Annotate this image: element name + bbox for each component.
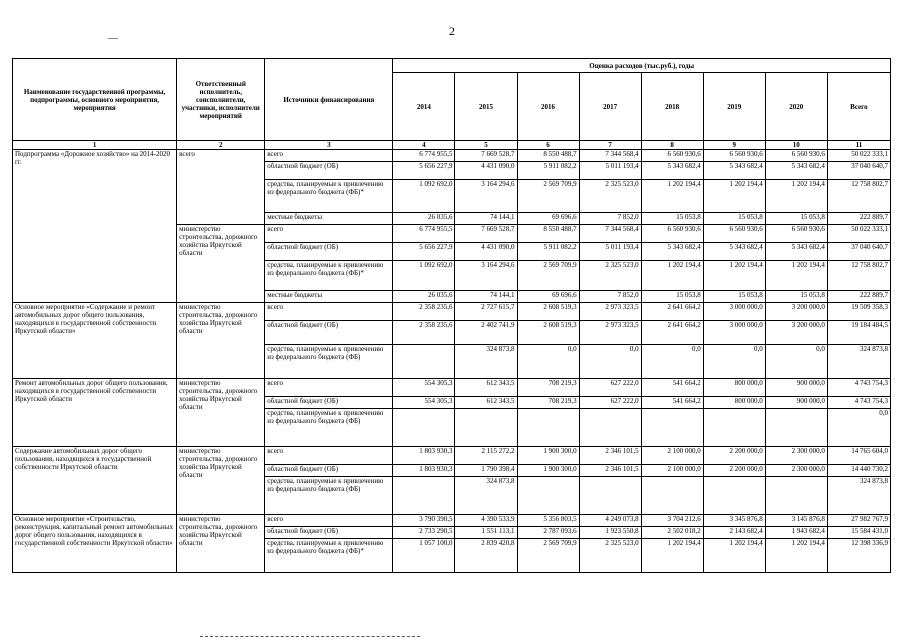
col-number: 9 <box>703 141 765 150</box>
year-value-cell: 7 669 528,7 <box>455 150 517 162</box>
year-value-cell: 5 656 227,9 <box>393 162 455 180</box>
year-value-cell: 0,0 <box>765 345 827 379</box>
col-number: 8 <box>641 141 703 150</box>
year-value-cell: 612 343,5 <box>455 397 517 409</box>
total-value-cell: 4 743 754,3 <box>827 379 890 397</box>
funding-source-cell: средства, планируемые к привлечению из федерального бюджета (ФБ) <box>265 477 393 515</box>
page-number: 2 <box>449 24 455 38</box>
year-value-cell: 26 035,6 <box>393 291 455 303</box>
total-value-cell: 324 873,8 <box>827 345 890 379</box>
header-year: 2014 <box>393 73 455 141</box>
funding-source-cell: всего <box>265 379 393 397</box>
year-value-cell: 4 431 090,0 <box>455 162 517 180</box>
year-value-cell: 2 325 523,0 <box>579 180 641 213</box>
responsible-cell: всего <box>177 150 265 225</box>
year-value-cell: 2 973 323,5 <box>579 303 641 321</box>
total-value-cell: 14 765 604,0 <box>827 447 890 465</box>
year-value-cell: 7 344 568,4 <box>579 225 641 243</box>
funding-source-cell: средства, планируемые к привлечению из федерального бюджета (ФБ) <box>265 409 393 447</box>
year-value-cell: 2 569 709,9 <box>517 261 579 291</box>
year-value-cell: 1 943 682,4 <box>765 527 827 539</box>
year-value-cell: 5 343 682,4 <box>765 243 827 261</box>
year-value-cell: 324 873,8 <box>455 477 517 515</box>
year-value-cell <box>641 477 703 515</box>
year-value-cell: 26 035,6 <box>393 213 455 225</box>
year-value-cell: 2 143 682,4 <box>703 527 765 539</box>
year-value-cell: 554 305,3 <box>393 397 455 409</box>
col-number: 5 <box>455 141 517 150</box>
total-value-cell: 27 982 767,9 <box>827 515 890 527</box>
table-row <box>13 447 891 465</box>
header-year: 2019 <box>703 73 765 141</box>
funding-source-cell: всего <box>265 225 393 243</box>
year-value-cell: 6 774 955,5 <box>393 150 455 162</box>
header-total: Всего <box>827 73 890 141</box>
year-value-cell: 6 560 930,6 <box>765 150 827 162</box>
year-value-cell: 3 164 294,6 <box>455 180 517 213</box>
year-value-cell: 5 011 193,4 <box>579 243 641 261</box>
year-value-cell: 0,0 <box>703 345 765 379</box>
year-value-cell: 15 053,8 <box>765 213 827 225</box>
year-value-cell: 800 000,0 <box>703 397 765 409</box>
year-value-cell <box>517 409 579 447</box>
year-value-cell: 627 222,0 <box>579 379 641 397</box>
responsible-cell: министерство строительства, дорожного хозяйства Иркутской области <box>177 225 265 303</box>
table-row <box>13 303 891 321</box>
funding-source-cell: областной бюджет (ОБ) <box>265 243 393 261</box>
year-value-cell: 708 219,3 <box>517 397 579 409</box>
year-value-cell: 2 402 741,9 <box>455 321 517 345</box>
year-value-cell: 2 608 519,3 <box>517 303 579 321</box>
header-year: 2018 <box>641 73 703 141</box>
year-value-cell: 1 202 194,4 <box>765 180 827 213</box>
year-value-cell: 6 560 930,6 <box>641 150 703 162</box>
year-value-cell: 2 569 709,9 <box>517 539 579 573</box>
year-value-cell: 69 696,6 <box>517 291 579 303</box>
funding-source-cell: всего <box>265 447 393 465</box>
year-value-cell: 1 092 692,0 <box>393 180 455 213</box>
funding-source-cell: средства, планируемые к привлечению из федерального бюджета (ФБ)* <box>265 539 393 573</box>
year-value-cell: 1 803 930,3 <box>393 447 455 465</box>
year-value-cell: 1 202 194,4 <box>641 539 703 573</box>
year-value-cell: 1 202 194,4 <box>703 261 765 291</box>
header-year: 2017 <box>579 73 641 141</box>
header-year: 2016 <box>517 73 579 141</box>
col-number: 2 <box>177 141 265 150</box>
year-value-cell: 800 000,0 <box>703 379 765 397</box>
year-value-cell: 3 200 000,0 <box>765 303 827 321</box>
col-number: 11 <box>827 141 890 150</box>
year-value-cell: 7 344 568,4 <box>579 150 641 162</box>
col-number: 4 <box>393 141 455 150</box>
responsible-cell: министерство строительства, дорожного хозяйства Иркутской области <box>177 515 265 573</box>
year-value-cell: 4 431 090,0 <box>455 243 517 261</box>
funding-source-cell: областной бюджет (ОБ) <box>265 162 393 180</box>
year-value-cell: 1 202 194,4 <box>641 261 703 291</box>
year-value-cell: 2 641 664,2 <box>641 321 703 345</box>
year-value-cell: 1 551 113,1 <box>455 527 517 539</box>
year-value-cell: 2 200 000,0 <box>703 447 765 465</box>
year-value-cell: 5 356 803,5 <box>517 515 579 527</box>
year-value-cell: 324 873,8 <box>455 345 517 379</box>
year-value-cell <box>641 409 703 447</box>
year-value-cell: 2 839 420,8 <box>455 539 517 573</box>
total-value-cell: 19 509 358,3 <box>827 303 890 321</box>
year-value-cell: 2 300 000,0 <box>765 465 827 477</box>
year-value-cell <box>393 477 455 515</box>
year-value-cell: 627 222,0 <box>579 397 641 409</box>
year-value-cell <box>579 409 641 447</box>
year-value-cell: 15 053,8 <box>641 213 703 225</box>
year-value-cell: 2 733 290,5 <box>393 527 455 539</box>
col-number: 7 <box>579 141 641 150</box>
table-row <box>13 150 891 162</box>
total-value-cell: 50 022 333,1 <box>827 150 890 162</box>
year-value-cell: 2 608 519,3 <box>517 321 579 345</box>
year-value-cell: 5 911 082,2 <box>517 243 579 261</box>
year-value-cell: 1 202 194,4 <box>703 180 765 213</box>
year-value-cell <box>455 409 517 447</box>
funding-source-cell: всего <box>265 303 393 321</box>
total-value-cell: 222 889,7 <box>827 213 890 225</box>
col-number: 6 <box>517 141 579 150</box>
year-value-cell: 2 641 664,2 <box>641 303 703 321</box>
year-value-cell: 900 000,0 <box>765 397 827 409</box>
funding-source-cell: областной бюджет (ОБ) <box>265 397 393 409</box>
year-value-cell: 15 053,8 <box>703 291 765 303</box>
year-value-cell: 0,0 <box>517 345 579 379</box>
year-value-cell: 2 569 709,9 <box>517 180 579 213</box>
total-value-cell: 37 040 640,7 <box>827 243 890 261</box>
year-value-cell: 5 343 682,4 <box>703 162 765 180</box>
col-number: 1 <box>13 141 177 150</box>
table-row <box>13 379 891 397</box>
year-value-cell: 2 300 000,0 <box>765 447 827 465</box>
total-value-cell: 222 889,7 <box>827 291 890 303</box>
year-value-cell: 541 664,2 <box>641 397 703 409</box>
total-value-cell: 12 758 802,7 <box>827 180 890 213</box>
total-value-cell: 12 758 802,7 <box>827 261 890 291</box>
year-value-cell: 5 343 682,4 <box>703 243 765 261</box>
year-value-cell: 554 305,3 <box>393 379 455 397</box>
year-value-cell: 4 390 533,9 <box>455 515 517 527</box>
year-value-cell: 3 000 000,0 <box>703 303 765 321</box>
scan-footer-line <box>200 636 420 639</box>
header-source: Источники финансирования <box>265 59 393 141</box>
year-value-cell: 2 346 101,5 <box>579 447 641 465</box>
year-value-cell: 1 900 300,0 <box>517 465 579 477</box>
year-value-cell: 612 343,5 <box>455 379 517 397</box>
year-value-cell <box>517 477 579 515</box>
header-program: Наименование государственной программы, подпрограммы, основного мероприятия, мероприятия <box>13 59 177 141</box>
year-value-cell: 3 345 876,8 <box>703 515 765 527</box>
header-estimate: Оценка расходов (тыс.руб.), годы <box>393 59 891 73</box>
header-year: 2020 <box>765 73 827 141</box>
year-value-cell: 6 560 930,6 <box>703 225 765 243</box>
year-value-cell: 708 219,3 <box>517 379 579 397</box>
year-value-cell: 1 202 194,4 <box>703 539 765 573</box>
year-value-cell: 8 550 488,7 <box>517 150 579 162</box>
year-value-cell <box>393 409 455 447</box>
year-value-cell: 1 202 194,4 <box>765 261 827 291</box>
year-value-cell: 5 011 193,4 <box>579 162 641 180</box>
year-value-cell: 1 803 930,3 <box>393 465 455 477</box>
year-value-cell: 2 346 101,5 <box>579 465 641 477</box>
year-value-cell: 74 144,1 <box>455 213 517 225</box>
year-value-cell: 1 202 194,4 <box>765 539 827 573</box>
year-value-cell: 2 100 000,0 <box>641 465 703 477</box>
year-value-cell: 3 164 294,6 <box>455 261 517 291</box>
year-value-cell <box>765 477 827 515</box>
year-value-cell: 2 200 000,0 <box>703 465 765 477</box>
year-value-cell: 7 852,0 <box>579 291 641 303</box>
year-value-cell: 0,0 <box>579 345 641 379</box>
year-value-cell: 5 911 082,2 <box>517 162 579 180</box>
year-value-cell: 6 560 930,6 <box>765 225 827 243</box>
program-name-cell: Содержание автомобильных дорог общего пользования, находящихся в государственной собственности Иркутской области <box>13 447 177 515</box>
year-value-cell: 74 144,1 <box>455 291 517 303</box>
year-value-cell: 2 325 523,0 <box>579 539 641 573</box>
year-value-cell: 15 053,8 <box>765 291 827 303</box>
total-value-cell: 14 440 730,2 <box>827 465 890 477</box>
year-value-cell: 5 343 682,4 <box>641 162 703 180</box>
year-value-cell <box>393 345 455 379</box>
year-value-cell: 900 000,0 <box>765 379 827 397</box>
year-value-cell: 6 774 955,5 <box>393 225 455 243</box>
year-value-cell: 1 092 692,0 <box>393 261 455 291</box>
funding-source-cell: областной бюджет (ОБ) <box>265 527 393 539</box>
year-value-cell: 2 727 615,7 <box>455 303 517 321</box>
col-number: 3 <box>265 141 393 150</box>
year-value-cell: 2 100 000,0 <box>641 447 703 465</box>
table-row <box>13 515 891 527</box>
program-name-cell: Основное мероприятие «Содержание и ремонт автомобильных дорог общего пользования, находящихся в государственной собственности Иркутской области» <box>13 303 177 379</box>
year-value-cell: 1 202 194,4 <box>641 180 703 213</box>
total-value-cell: 19 184 484,5 <box>827 321 890 345</box>
year-value-cell: 4 249 073,8 <box>579 515 641 527</box>
program-name-cell: Основное мероприятие «Строительство, реконструкция, капитальный ремонт автомобильных дорог общего пользования, находящихся в государственной собственности Иркутской области» <box>13 515 177 573</box>
year-value-cell: 1 790 398,4 <box>455 465 517 477</box>
year-value-cell: 15 053,8 <box>641 291 703 303</box>
year-value-cell: 5 656 227,9 <box>393 243 455 261</box>
year-value-cell: 7 669 528,7 <box>455 225 517 243</box>
year-value-cell: 3 200 000,0 <box>765 321 827 345</box>
year-value-cell: 2 502 018,2 <box>641 527 703 539</box>
responsible-cell: министерство строительства, дорожного хозяйства Иркутской области <box>177 303 265 379</box>
funding-source-cell: средства, планируемые к привлечению из федерального бюджета (ФБ)* <box>265 180 393 213</box>
scan-mark <box>108 38 118 39</box>
year-value-cell: 0,0 <box>641 345 703 379</box>
year-value-cell: 1 923 550,8 <box>579 527 641 539</box>
funding-source-cell: областной бюджет (ОБ) <box>265 321 393 345</box>
total-value-cell: 37 040 640,7 <box>827 162 890 180</box>
year-value-cell: 6 560 930,6 <box>703 150 765 162</box>
program-name-cell: Ремонт автомобильных дорог общего пользования, находящихся в государственной собственности Иркутской области <box>13 379 177 447</box>
funding-source-cell: местные бюджеты <box>265 213 393 225</box>
responsible-cell: министерство строительства, дорожного хозяйства Иркутской области <box>177 447 265 515</box>
funding-source-cell: всего <box>265 515 393 527</box>
total-value-cell: 0,0 <box>827 409 890 447</box>
total-value-cell: 4 743 754,3 <box>827 397 890 409</box>
year-value-cell: 2 973 323,5 <box>579 321 641 345</box>
year-value-cell <box>703 409 765 447</box>
year-value-cell: 3 145 876,8 <box>765 515 827 527</box>
year-value-cell <box>765 409 827 447</box>
header-responsible: Ответственный исполнитель, соисполнители, участники, исполнители мероприятий <box>177 59 265 141</box>
year-value-cell: 7 852,0 <box>579 213 641 225</box>
year-value-cell: 5 343 682,4 <box>641 243 703 261</box>
funding-source-cell: областной бюджет (ОБ) <box>265 465 393 477</box>
year-value-cell: 2 325 523,0 <box>579 261 641 291</box>
year-value-cell: 2 115 272,2 <box>455 447 517 465</box>
year-value-cell <box>703 477 765 515</box>
header-year: 2015 <box>455 73 517 141</box>
total-value-cell: 324 873,8 <box>827 477 890 515</box>
year-value-cell: 2 787 093,6 <box>517 527 579 539</box>
year-value-cell: 6 560 930,6 <box>641 225 703 243</box>
funding-source-cell: всего <box>265 150 393 162</box>
total-value-cell: 12 398 336,9 <box>827 539 890 573</box>
year-value-cell: 15 053,8 <box>703 213 765 225</box>
year-value-cell: 2 358 235,6 <box>393 303 455 321</box>
year-value-cell: 8 550 488,7 <box>517 225 579 243</box>
funding-source-cell: средства, планируемые к привлечению из федерального бюджета (ФБ)* <box>265 261 393 291</box>
col-number: 10 <box>765 141 827 150</box>
total-value-cell: 50 022 333,1 <box>827 225 890 243</box>
year-value-cell: 3 704 212,6 <box>641 515 703 527</box>
year-value-cell: 2 358 235,6 <box>393 321 455 345</box>
year-value-cell <box>579 477 641 515</box>
year-value-cell: 3 790 390,5 <box>393 515 455 527</box>
responsible-cell: министерство строительства, дорожного хозяйства Иркутской области <box>177 379 265 447</box>
program-name-cell: Подпрограмма «Дорожное хозяйство» на 2014-2020 гг. <box>13 150 177 303</box>
funding-source-cell: местные бюджеты <box>265 291 393 303</box>
year-value-cell: 1 057 100,0 <box>393 539 455 573</box>
year-value-cell: 1 900 300,0 <box>517 447 579 465</box>
year-value-cell: 69 696,6 <box>517 213 579 225</box>
year-value-cell: 3 000 000,0 <box>703 321 765 345</box>
year-value-cell: 5 343 682,4 <box>765 162 827 180</box>
year-value-cell: 541 664,2 <box>641 379 703 397</box>
budget-table <box>12 58 891 573</box>
funding-source-cell: средства, планируемые к привлечению из федерального бюджета (ФБ) <box>265 345 393 379</box>
total-value-cell: 15 584 431,0 <box>827 527 890 539</box>
